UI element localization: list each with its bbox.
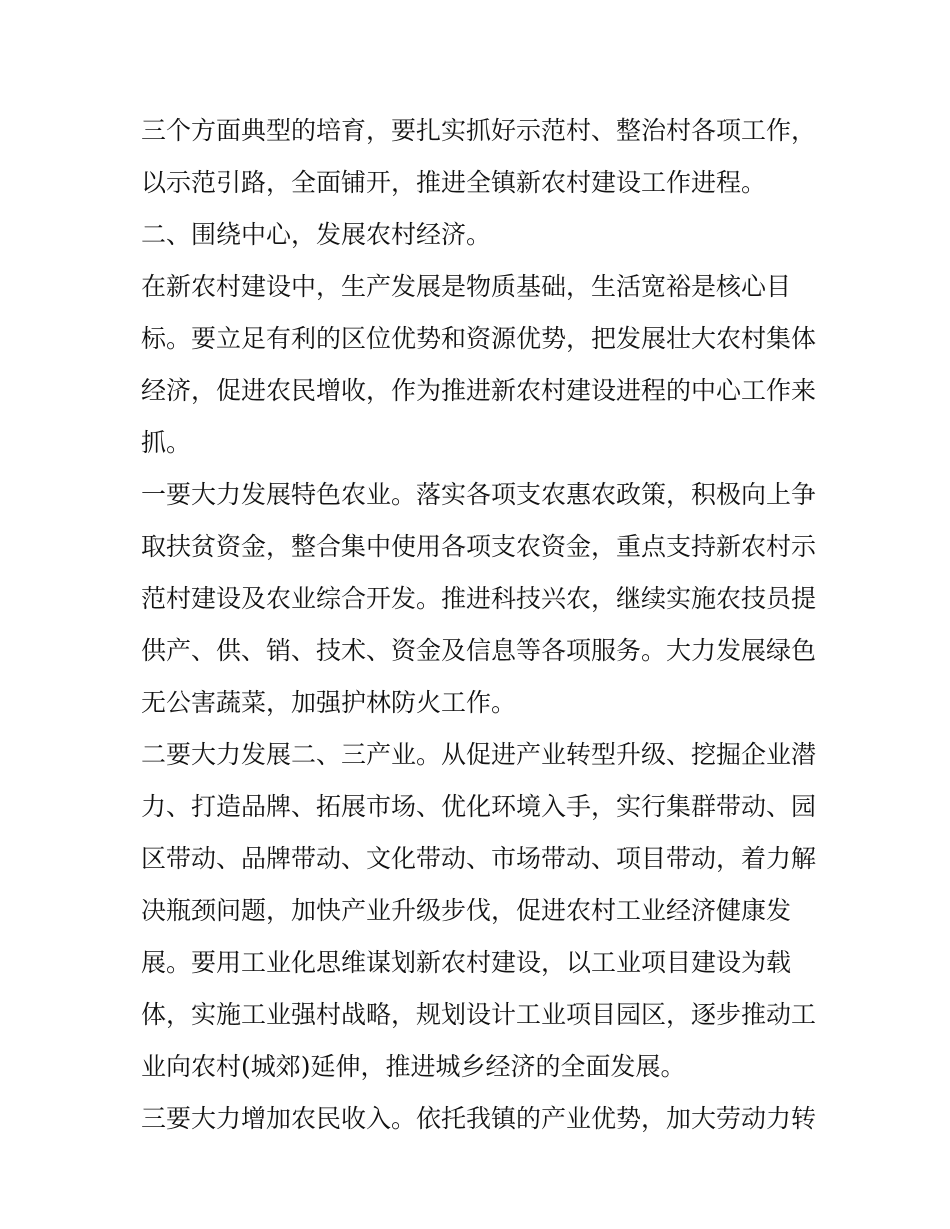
- text-line: 二要大力发展二、三产业。从促进产业转型升级、挖掘企业潜: [141, 740, 817, 769]
- text-line: 以示范引路，全面铺开，推进全镇新农村建设工作进程。: [141, 168, 767, 197]
- document-body: [141, 105, 819, 1145]
- paragraph-economic-foundation: [141, 261, 819, 469]
- text-line: 业向农村(城郊)延伸，推进城乡经济的全面发展。: [141, 1052, 686, 1081]
- section-heading-rural-economy: [141, 209, 819, 261]
- text-line: 决瓶颈问题，加快产业升级步伐，促进农村工业经济健康发: [141, 896, 792, 925]
- text-line: 一要大力发展特色农业。落实各项支农惠农政策，积极向上争: [141, 480, 817, 509]
- text-line: 无公害蔬菜，加强护林防火工作。: [141, 688, 517, 717]
- text-line: 区带动、品牌带动、文化带动、市场带动、项目带动，着力解: [141, 844, 817, 873]
- text-line: 范村建设及农业综合开发。推进科技兴农，继续实施农技员提: [141, 584, 817, 613]
- text-line: 标。要立足有利的区位优势和资源优势，把发展壮大农村集体: [141, 324, 817, 353]
- text-line: 在新农村建设中，生产发展是物质基础，生活宽裕是核心目: [141, 272, 792, 301]
- text-line: 供产、供、销、技术、资金及信息等各项服务。大力发展绿色: [141, 636, 817, 665]
- paragraph-secondary-tertiary-industry: [141, 729, 819, 1093]
- text-line: 抓。: [141, 428, 192, 457]
- text-line: 体，实施工业强村战略，规划设计工业项目园区，逐步推动工: [141, 1000, 817, 1029]
- text-line: 经济，促进农民增收，作为推进新农村建设进程的中心工作来: [141, 376, 817, 405]
- text-line: 力、打造品牌、拓展市场、优化环境入手，实行集群带动、园: [141, 792, 817, 821]
- paragraph-farmer-income: [141, 1093, 819, 1145]
- paragraph-specialty-agriculture: [141, 469, 819, 729]
- section-heading: 二、围绕中心，发展农村经济。: [141, 220, 492, 249]
- text-line: 展。要用工业化思维谋划新农村建设，以工业项目建设为载: [141, 948, 792, 977]
- text-line: 三要大力增加农民收入。依托我镇的产业优势，加大劳动力转: [141, 1104, 817, 1133]
- text-line: 取扶贫资金，整合集中使用各项支农资金，重点支持新农村示: [141, 532, 817, 561]
- paragraph-typical-cultivation: [141, 105, 819, 209]
- text-line: 三个方面典型的培育，要扎实抓好示范村、整治村各项工作，: [141, 116, 817, 145]
